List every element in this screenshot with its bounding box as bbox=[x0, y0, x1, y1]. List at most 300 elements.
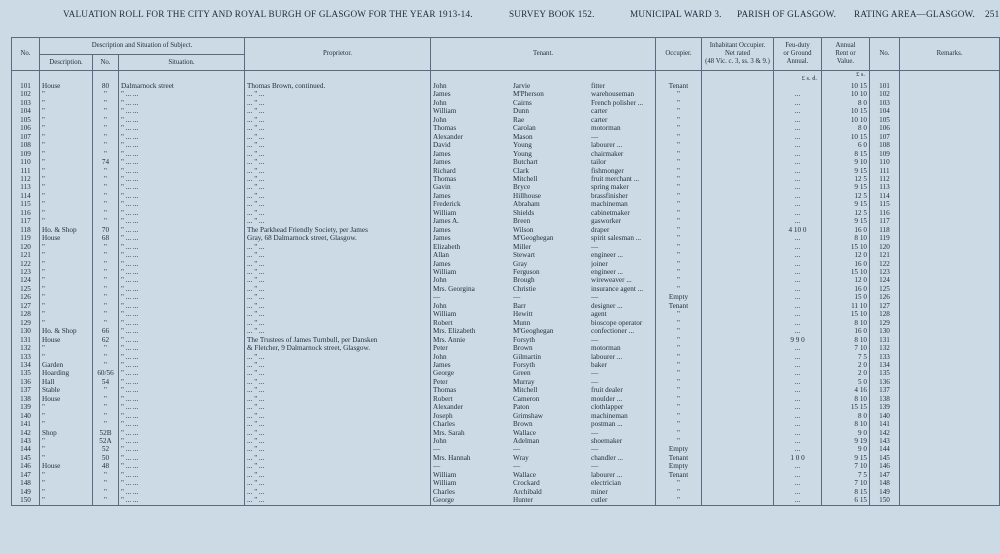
tenant-cell bbox=[431, 175, 656, 183]
tenant-surname: Archibald bbox=[513, 487, 542, 496]
remarks-cell bbox=[900, 133, 1000, 141]
tenant-surname: — bbox=[513, 293, 521, 302]
inhabitant-net-rated-cell bbox=[702, 200, 774, 208]
street-number-cell: " bbox=[93, 395, 119, 403]
annual-rent-cell: 9 15 bbox=[822, 167, 870, 175]
remarks-cell bbox=[900, 175, 1000, 183]
tenant-cell bbox=[431, 71, 656, 91]
table-row bbox=[12, 445, 1000, 453]
description-cell: " bbox=[40, 479, 93, 487]
tenant-occupation: bioscope operator bbox=[591, 318, 643, 327]
inhabitant-net-rated-cell bbox=[702, 429, 774, 437]
proprietor-cell: ... " ... bbox=[245, 429, 431, 437]
feu-duty-cell: ... bbox=[774, 234, 822, 242]
situation-cell: " ... ... bbox=[119, 327, 245, 335]
row-number-cell: 148 bbox=[12, 479, 40, 487]
row-number-cell: 102 bbox=[12, 90, 40, 98]
situation-cell: " ... ... bbox=[119, 378, 245, 386]
row-number-right-cell: 135 bbox=[870, 369, 900, 377]
tenant-first-name: Alexander bbox=[433, 403, 463, 412]
proprietor-cell: ... " ... bbox=[245, 462, 431, 470]
tenant-surname: M'Geoghegan bbox=[513, 327, 554, 336]
table-row bbox=[12, 124, 1000, 132]
tenant-cell bbox=[431, 327, 656, 335]
inhabitant-net-rated-cell bbox=[702, 107, 774, 115]
description-cell: " bbox=[40, 268, 93, 276]
situation-cell: " ... ... bbox=[119, 107, 245, 115]
street-number-cell: " bbox=[93, 217, 119, 225]
table-row bbox=[12, 496, 1000, 505]
description-cell: " bbox=[40, 158, 93, 166]
remarks-cell bbox=[900, 293, 1000, 301]
row-number-cell: 126 bbox=[12, 293, 40, 301]
tenant-occupation: spirit salesman ... bbox=[591, 234, 642, 243]
inhabitant-net-rated-cell bbox=[702, 183, 774, 191]
row-number-cell: 149 bbox=[12, 488, 40, 496]
occupier-cell: " bbox=[656, 200, 702, 208]
tenant-occupation: — bbox=[591, 293, 599, 302]
description-cell: " bbox=[40, 107, 93, 115]
annual-rent-cell: 9 10 bbox=[822, 158, 870, 166]
inhabitant-net-rated-cell bbox=[702, 158, 774, 166]
inhabitant-net-rated-cell bbox=[702, 90, 774, 98]
tenant-occupation: machineman bbox=[591, 411, 628, 420]
row-number-right-cell: 142 bbox=[870, 429, 900, 437]
tenant-cell bbox=[431, 116, 656, 124]
row-number-right-cell: 145 bbox=[870, 454, 900, 462]
inhabitant-net-rated-cell bbox=[702, 462, 774, 470]
col-header-no: No. bbox=[12, 38, 40, 71]
proprietor-cell: ... " ... bbox=[245, 327, 431, 335]
row-number-cell: 107 bbox=[12, 133, 40, 141]
tenant-surname: Gray bbox=[513, 259, 528, 268]
tenant-first-name: John bbox=[433, 115, 447, 124]
remarks-cell bbox=[900, 99, 1000, 107]
proprietor-cell: The Trustees of James Turnbull, per Dansken bbox=[245, 336, 431, 344]
tenant-occupation: wireweaver ... bbox=[591, 276, 632, 285]
table-row bbox=[12, 209, 1000, 217]
tenant-surname: Hewitt bbox=[513, 310, 533, 319]
tenant-occupation: — bbox=[591, 462, 599, 471]
street-number-cell: " bbox=[93, 175, 119, 183]
table-row bbox=[12, 471, 1000, 479]
remarks-cell bbox=[900, 226, 1000, 234]
feu-duty-cell: ... bbox=[774, 192, 822, 200]
tenant-cell bbox=[431, 395, 656, 403]
street-number-cell: 52B bbox=[93, 429, 119, 437]
description-cell: " bbox=[40, 285, 93, 293]
tenant-first-name: Gavin bbox=[433, 183, 451, 192]
tenant-surname: M'Geoghegan bbox=[513, 234, 554, 243]
occupier-cell: " bbox=[656, 319, 702, 327]
tenant-surname: — bbox=[513, 445, 521, 454]
street-number-cell: " bbox=[93, 167, 119, 175]
occupier-cell: " bbox=[656, 276, 702, 284]
tenant-occupation: moulder ... bbox=[591, 394, 623, 403]
remarks-cell bbox=[900, 268, 1000, 276]
description-cell: " bbox=[40, 454, 93, 462]
occupier-cell: " bbox=[656, 251, 702, 259]
annual-rent-cell: 5 0 bbox=[822, 378, 870, 386]
tenant-first-name: — bbox=[433, 293, 441, 302]
tenant-surname: Grimshaw bbox=[513, 411, 543, 420]
situation-cell: " ... ... bbox=[119, 302, 245, 310]
feu-duty-cell: ... bbox=[774, 99, 822, 107]
tenant-surname: Wallace bbox=[513, 470, 536, 479]
row-number-right-cell: 134 bbox=[870, 361, 900, 369]
description-cell: " bbox=[40, 141, 93, 149]
row-number-right-cell: 108 bbox=[870, 141, 900, 149]
row-number-cell: 103 bbox=[12, 99, 40, 107]
occupier-cell: " bbox=[656, 133, 702, 141]
annual-rent-cell: 8 0 bbox=[822, 124, 870, 132]
street-number-cell: " bbox=[93, 260, 119, 268]
feu-duty-cell: ... bbox=[774, 260, 822, 268]
tenant-first-name: John bbox=[433, 437, 447, 446]
remarks-cell bbox=[900, 158, 1000, 166]
row-number-right-cell: 126 bbox=[870, 293, 900, 301]
annual-rent-cell: 9 15 bbox=[822, 200, 870, 208]
tenant-cell bbox=[431, 361, 656, 369]
description-cell: " bbox=[40, 302, 93, 310]
description-cell: Ho. & Shop bbox=[40, 226, 93, 234]
tenant-surname: M'Pherson bbox=[513, 90, 544, 99]
proprietor-cell: ... " ... bbox=[245, 386, 431, 394]
row-number-cell: 122 bbox=[12, 260, 40, 268]
street-number-cell: " bbox=[93, 285, 119, 293]
remarks-cell bbox=[900, 124, 1000, 132]
proprietor-cell: ... " ... bbox=[245, 361, 431, 369]
tenant-surname: Barr bbox=[513, 301, 526, 310]
remarks-cell bbox=[900, 107, 1000, 115]
row-number-right-cell: 105 bbox=[870, 116, 900, 124]
remarks-cell bbox=[900, 361, 1000, 369]
annual-rent-cell: 7 5 bbox=[822, 471, 870, 479]
tenant-first-name: James bbox=[433, 149, 451, 158]
description-cell: " bbox=[40, 471, 93, 479]
survey-book: SURVEY BOOK 152. bbox=[509, 9, 595, 19]
proprietor-cell: & Fletcher, 9 Dalmarnock street, Glasgow. bbox=[245, 344, 431, 352]
tenant-occupation: — bbox=[591, 132, 599, 141]
tenant-cell bbox=[431, 243, 656, 251]
remarks-cell bbox=[900, 310, 1000, 318]
tenant-cell bbox=[431, 90, 656, 98]
inhabitant-net-rated-cell bbox=[702, 327, 774, 335]
tenant-cell bbox=[431, 369, 656, 377]
tenant-surname: Wallace bbox=[513, 428, 536, 437]
tenant-occupation: cutler bbox=[591, 496, 608, 505]
street-number-cell: " bbox=[93, 200, 119, 208]
tenant-surname: Breen bbox=[513, 217, 531, 226]
street-number-cell: " bbox=[93, 420, 119, 428]
proprietor-cell: ... " ... bbox=[245, 471, 431, 479]
annual-rent-cell: 11 10 bbox=[822, 302, 870, 310]
row-number-cell: 129 bbox=[12, 319, 40, 327]
occupier-cell: " bbox=[656, 141, 702, 149]
proprietor-cell: ... " ... bbox=[245, 141, 431, 149]
street-number-cell: " bbox=[93, 353, 119, 361]
annual-rent-cell: 8 10 bbox=[822, 234, 870, 242]
feu-duty-cell: ... bbox=[774, 488, 822, 496]
tenant-first-name: Alexander bbox=[433, 132, 463, 141]
tenant-surname: Wilson bbox=[513, 225, 534, 234]
tenant-surname: Munn bbox=[513, 318, 531, 327]
row-number-cell: 147 bbox=[12, 471, 40, 479]
tenant-occupation: cabinetmaker bbox=[591, 208, 630, 217]
proprietor-cell: ... " ... bbox=[245, 437, 431, 445]
occupier-cell: " bbox=[656, 158, 702, 166]
annual-rent-cell: 8 10 bbox=[822, 395, 870, 403]
tenant-first-name: James bbox=[433, 225, 451, 234]
street-number-cell: 66 bbox=[93, 327, 119, 335]
proprietor-cell: ... " ... bbox=[245, 395, 431, 403]
row-number-cell: 146 bbox=[12, 462, 40, 470]
occupier-cell: " bbox=[656, 226, 702, 234]
tenant-surname: Brown bbox=[513, 344, 533, 353]
tenant-first-name: Joseph bbox=[433, 411, 453, 420]
tenant-first-name: Mrs. Sarah bbox=[433, 428, 465, 437]
tenant-cell bbox=[431, 429, 656, 437]
feu-duty-cell: ... bbox=[774, 158, 822, 166]
annual-rent-cell: 15 10 bbox=[822, 310, 870, 318]
row-number-cell: 101 bbox=[12, 71, 40, 91]
inhabitant-net-rated-cell bbox=[702, 395, 774, 403]
remarks-cell bbox=[900, 386, 1000, 394]
row-number-right-cell: 127 bbox=[870, 302, 900, 310]
occupier-cell: " bbox=[656, 268, 702, 276]
row-number-right-cell: 118 bbox=[870, 226, 900, 234]
annual-rent-cell: 16 0 bbox=[822, 226, 870, 234]
description-cell: " bbox=[40, 150, 93, 158]
tenant-occupation: chairmaker bbox=[591, 149, 624, 158]
description-cell: " bbox=[40, 192, 93, 200]
proprietor-cell: ... " ... bbox=[245, 167, 431, 175]
row-number-cell: 139 bbox=[12, 403, 40, 411]
tenant-occupation: fishmonger bbox=[591, 166, 624, 175]
occupier-cell: Empty bbox=[656, 293, 702, 301]
feu-currency-label: £ s. d. bbox=[801, 75, 817, 83]
occupier-cell: " bbox=[656, 217, 702, 225]
col-header-description-group: Description and Situation of Subject. bbox=[40, 38, 245, 55]
inhabitant-net-rated-cell bbox=[702, 319, 774, 327]
annual-rent-cell: 9 0 bbox=[822, 445, 870, 453]
tenant-occupation: — bbox=[591, 335, 599, 344]
street-number-cell: " bbox=[93, 488, 119, 496]
remarks-cell bbox=[900, 336, 1000, 344]
situation-cell: " ... ... bbox=[119, 462, 245, 470]
proprietor-cell: ... " ... bbox=[245, 488, 431, 496]
tenant-cell bbox=[431, 200, 656, 208]
occupier-cell: " bbox=[656, 124, 702, 132]
remarks-cell bbox=[900, 319, 1000, 327]
tenant-surname: Paton bbox=[513, 403, 530, 412]
occupier-cell: Empty bbox=[656, 462, 702, 470]
feu-duty-cell: 1 0 0 bbox=[774, 454, 822, 462]
proprietor-cell: ... " ... bbox=[245, 420, 431, 428]
occupier-cell: " bbox=[656, 386, 702, 394]
row-number-cell: 143 bbox=[12, 437, 40, 445]
tenant-first-name: David bbox=[433, 141, 451, 150]
inhabitant-net-rated-cell bbox=[702, 116, 774, 124]
description-cell: Shop bbox=[40, 429, 93, 437]
description-cell: Garden bbox=[40, 361, 93, 369]
row-number-right-cell: 106 bbox=[870, 124, 900, 132]
proprietor-cell: ... " ... bbox=[245, 378, 431, 386]
inhabitant-net-rated-cell bbox=[702, 336, 774, 344]
tenant-surname: Wray bbox=[513, 453, 529, 462]
description-cell: " bbox=[40, 488, 93, 496]
description-cell: Hall bbox=[40, 378, 93, 386]
tenant-occupation: warehouseman bbox=[591, 90, 635, 99]
description-cell: " bbox=[40, 293, 93, 301]
description-cell: " bbox=[40, 209, 93, 217]
row-number-right-cell: 113 bbox=[870, 183, 900, 191]
tenant-first-name: James bbox=[433, 259, 451, 268]
remarks-cell bbox=[900, 71, 1000, 91]
situation-cell: " ... ... bbox=[119, 192, 245, 200]
tenant-cell bbox=[431, 471, 656, 479]
annual-rent-cell: 8 0 bbox=[822, 99, 870, 107]
table-row bbox=[12, 429, 1000, 437]
street-number-cell: " bbox=[93, 471, 119, 479]
row-number-cell: 125 bbox=[12, 285, 40, 293]
row-number-right-cell: 107 bbox=[870, 133, 900, 141]
tenant-cell bbox=[431, 183, 656, 191]
street-number-cell: " bbox=[93, 319, 119, 327]
occupier-cell: " bbox=[656, 344, 702, 352]
table-row bbox=[12, 344, 1000, 352]
annual-rent-cell: 12 5 bbox=[822, 175, 870, 183]
feu-duty-cell: ... bbox=[774, 285, 822, 293]
street-number-cell: 74 bbox=[93, 158, 119, 166]
street-number-cell: " bbox=[93, 183, 119, 191]
row-number-right-cell: 120 bbox=[870, 243, 900, 251]
description-cell: Stable bbox=[40, 386, 93, 394]
proprietor-cell: ... " ... bbox=[245, 293, 431, 301]
inhabitant-net-rated-cell bbox=[702, 243, 774, 251]
street-number-cell: " bbox=[93, 107, 119, 115]
proprietor-cell: ... " ... bbox=[245, 454, 431, 462]
situation-cell: " ... ... bbox=[119, 133, 245, 141]
tenant-surname: Abraham bbox=[513, 200, 540, 209]
tenant-first-name: Allan bbox=[433, 251, 449, 260]
row-number-cell: 119 bbox=[12, 234, 40, 242]
table-row bbox=[12, 107, 1000, 115]
tenant-first-name: George bbox=[433, 496, 455, 505]
situation-cell: Dalmarnock street bbox=[119, 71, 245, 91]
row-number-right-cell: 131 bbox=[870, 336, 900, 344]
proprietor-cell: ... " ... bbox=[245, 243, 431, 251]
row-number-cell: 136 bbox=[12, 378, 40, 386]
tenant-surname: Bryce bbox=[513, 183, 531, 192]
table-body bbox=[12, 71, 1000, 506]
table-row bbox=[12, 217, 1000, 225]
proprietor-cell: ... " ... bbox=[245, 268, 431, 276]
tenant-cell bbox=[431, 217, 656, 225]
inhabitant-net-rated-cell bbox=[702, 150, 774, 158]
proprietor-cell: ... " ... bbox=[245, 319, 431, 327]
remarks-cell bbox=[900, 403, 1000, 411]
col-header-situation: Situation. bbox=[119, 55, 245, 71]
description-cell: " bbox=[40, 167, 93, 175]
remarks-cell bbox=[900, 209, 1000, 217]
tenant-cell bbox=[431, 479, 656, 487]
tenant-first-name: James bbox=[433, 234, 451, 243]
proprietor-cell: ... " ... bbox=[245, 251, 431, 259]
occupier-cell: " bbox=[656, 412, 702, 420]
annual-rent-cell: 12 5 bbox=[822, 192, 870, 200]
situation-cell: " ... ... bbox=[119, 488, 245, 496]
proprietor-cell: ... " ... bbox=[245, 353, 431, 361]
street-number-cell: " bbox=[93, 251, 119, 259]
occupier-cell: " bbox=[656, 116, 702, 124]
tenant-surname: — bbox=[513, 462, 521, 471]
street-number-cell: " bbox=[93, 192, 119, 200]
annual-rent-cell: £ s. 10 15 bbox=[822, 71, 870, 91]
feu-duty-cell: ... bbox=[774, 361, 822, 369]
row-number-right-cell: 136 bbox=[870, 378, 900, 386]
street-number-cell: " bbox=[93, 386, 119, 394]
street-number-cell: " bbox=[93, 133, 119, 141]
col-header-number: No. bbox=[93, 55, 119, 71]
inhabitant-net-rated-cell bbox=[702, 133, 774, 141]
tenant-occupation: fruit merchant ... bbox=[591, 174, 640, 183]
inhabitant-net-rated-cell bbox=[702, 268, 774, 276]
feu-duty-cell: ... bbox=[774, 243, 822, 251]
tenant-cell bbox=[431, 293, 656, 301]
tenant-first-name: John bbox=[433, 82, 447, 90]
street-number-cell: " bbox=[93, 302, 119, 310]
situation-cell: " ... ... bbox=[119, 276, 245, 284]
remarks-cell bbox=[900, 192, 1000, 200]
tenant-first-name: Richard bbox=[433, 166, 456, 175]
remarks-cell bbox=[900, 90, 1000, 98]
feu-duty-cell: ... bbox=[774, 462, 822, 470]
feu-duty-cell: ... bbox=[774, 412, 822, 420]
description-cell: " bbox=[40, 420, 93, 428]
feu-duty-cell: ... bbox=[774, 319, 822, 327]
street-number-cell: 62 bbox=[93, 336, 119, 344]
table-row bbox=[12, 158, 1000, 166]
inhabitant-net-rated-cell bbox=[702, 479, 774, 487]
occupier-cell: " bbox=[656, 192, 702, 200]
inhabitant-net-rated-cell bbox=[702, 99, 774, 107]
table-row bbox=[12, 403, 1000, 411]
table-row bbox=[12, 454, 1000, 462]
row-number-cell: 115 bbox=[12, 200, 40, 208]
description-cell: " bbox=[40, 260, 93, 268]
tenant-occupation: spring maker bbox=[591, 183, 629, 192]
municipal-ward: MUNICIPAL WARD 3. bbox=[630, 9, 722, 19]
tenant-occupation: fruit dealer bbox=[591, 386, 623, 395]
proprietor-cell: Thomas Brown, continued. bbox=[245, 71, 431, 91]
inhabitant-net-rated-cell bbox=[702, 71, 774, 91]
tenant-occupation: labourer ... bbox=[591, 470, 623, 479]
annual-rent-cell: 6 15 bbox=[822, 496, 870, 505]
tenant-first-name: William bbox=[433, 208, 457, 217]
proprietor-cell: ... " ... bbox=[245, 192, 431, 200]
tenant-first-name: John bbox=[433, 301, 447, 310]
rent-currency-label: £ s. bbox=[856, 71, 865, 78]
annual-rent-cell: 7 10 bbox=[822, 479, 870, 487]
street-number-cell: " bbox=[93, 268, 119, 276]
tenant-first-name: Mrs. Elizabeth bbox=[433, 327, 476, 336]
table-row bbox=[12, 260, 1000, 268]
situation-cell: " ... ... bbox=[119, 319, 245, 327]
occupier-cell: " bbox=[656, 353, 702, 361]
table-row bbox=[12, 268, 1000, 276]
street-number-cell: 48 bbox=[93, 462, 119, 470]
